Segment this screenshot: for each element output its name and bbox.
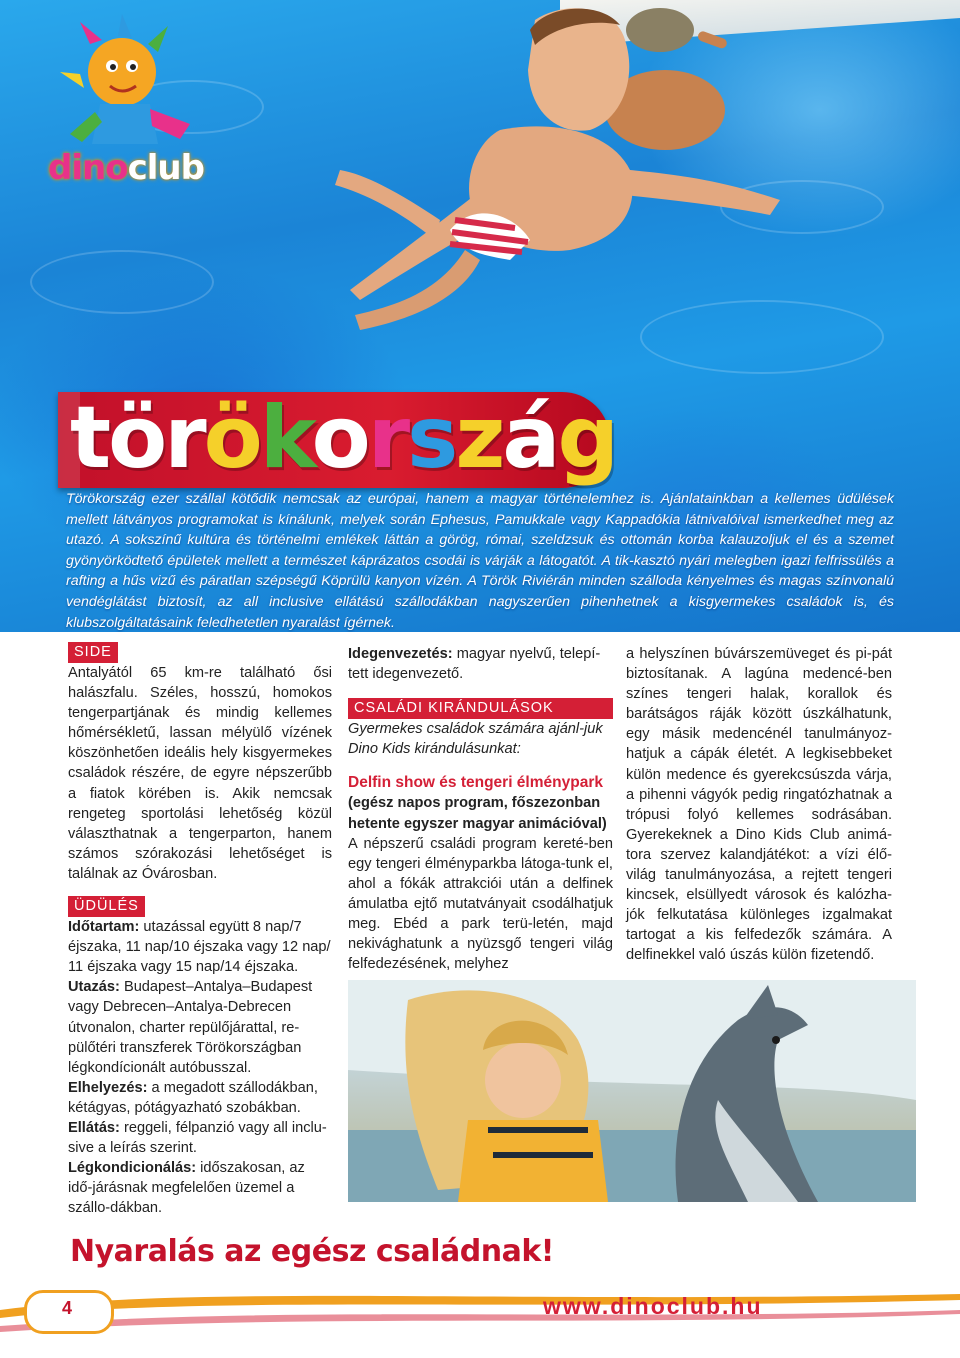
website-url[interactable]: www.dinoclub.hu [543,1293,763,1319]
title-letter: t [70,388,109,488]
section-heading-udules: ÜDÜLÉS [68,896,145,917]
title-letter: z [455,388,503,488]
title-letter: ö [108,388,165,488]
footer-swoosh [0,1264,960,1358]
continued-text: a helyszínen búvárszemüveget és pi-pát biztosítanak. A lagúna medencé-ben színes tengeri halak, korallok és barátságos ráják között úszkálhatunk, egy másik medencénél tanulmányoz-hatjuk a cápák életét. A legkisebbeket külön medence és gyerekcsúszda várja, a pihenni vágyók pedig ringatózhatnak a trópusi folyó kellemes sodrásában. Gyerekeknek a Dino Kids Club animá-tora szervez kalandjátékot: a vízi élő-világ tanulmányozása, a rejtett tengeri kincsek, elsüllyedt városok és kalózha-jók felkutatása különleges izgalmakat tartogat a kis felfedezők számára. A delfinekkel való úszás külön fizetendő. [626,646,892,964]
udules-item [68,977,332,1077]
udules-item-label: Utazás: [68,979,120,996]
section-heading-trips: CSALÁDI KIRÁNDULÁSOK [348,698,613,719]
dolphin-scene-illustration [348,980,916,1202]
udules-item-text: reggeli, félpanzió vagy all inclu-sive a leírás szerint. [68,1119,327,1157]
title-letter: r [367,388,408,488]
udules-item [68,1158,332,1218]
page-number: 4 [62,1298,73,1318]
hero-photo-pool [0,0,960,632]
dolphin-show-title: Delfin show és tengeri élménypark [348,774,603,792]
udules-item-text: időszakosan, az idő-járásnak megfelelően üzemel a szállo-dákban. [68,1160,305,1217]
udules-item [68,917,332,977]
dolphin-show-subtitle: (egész napos program, főszezonban hetente egyszer magyar animációval) [348,795,607,832]
guide-info [348,644,613,684]
udules-item-text: a megadott szállodákban, kétágyas, pótágyazható szobákban. [68,1079,318,1116]
udules-item-label: Időtartam: [68,919,140,936]
child-figure [300,0,800,400]
udules-item-text: utazással együtt 8 nap/7 éjszaka, 11 nap/10 éjszaka vagy 12 nap/ 11 éjszaka vagy 15 nap/14 éjszaka. [68,919,331,976]
dolphin-show-text: A népszerű családi program kereté-ben egy tengeri élményparkba látoga-tunk el, ahol a fókák attrakciói után a delfinek ámulatba ejtő mutatványait csodálhatjuk meg. Ebéd a park terü-letén, majd nekivághatunk a nyüzsgő tengeri világ felfedezésének, melyhez [348,835,613,973]
section-heading-side: SIDE [68,642,118,663]
column-programs [348,644,613,974]
udules-item-label: Légkondicionálás: [68,1160,197,1177]
title-letter: r [164,388,204,488]
title-letter: g [557,388,617,488]
guide-label: Idegenvezetés: [348,646,453,662]
column-side [68,642,332,1218]
udules-item [68,1078,332,1118]
title-letter: s [407,388,456,488]
side-description: Antalyától 65 km-re található ősi halászfalu. Széles, hosszú, homokos tengerpartjának és mindig kellemes hőmérsékletű, lassan mélyülő vízének köszönhetően ideális hely kisgyermekes családok részére, de egyre népszerűbb a fiatok körében is. Akik nemcsak rengeteg sportolási lehetőség közül választhatnak a tengerparton, hanem számos szórakozási lehetőséget is találnak az Óvárosban. [68,665,332,882]
column-continued [626,644,892,966]
title-letter: k [259,388,312,488]
water-ripple [30,250,214,314]
page-title [70,388,616,488]
dolphin-photo [348,980,916,1202]
guide-text: magyar nyelvű, telepí-tett idegenvezető. [348,646,601,683]
title-letter: o [311,388,368,488]
trips-intro: Gyermekes családok számára ajánl-juk Dino Kids kirándulásunkat: [348,721,603,758]
intro-paragraph: Törökország ezer szállal kötődik nemcsak az európai, hanem a magyar történelemhez is. Ajánlatainkban a kellemes üdülések mellett látványos programokat is kínálunk, melyek során Ephesus, Pamukkale vagy Kappadókia látnivalóival ismerkedhet meg az utazó. A sokszínű kultúra és történelmi emlékek láttán a görög, római, szeldzsuk és ottomán korba kalauzoljuk el és a szemet gyönyörködtető épületek mellett a természet káprázatos csodái is várják a látogatót. A tik-kasztó nyári melegben igazi felfrissülés a rafting a hűs vizű és páratlan szépségű Köprülü kanyon vízén. A Török Riviérán minden szálloda kényelmes és magas színvonalú vendéglátást biztosít, az all inclusive ellátású szállodákban nagyszerűen pihenhetnek a kisgyermekes családok is, és klubszolgáltatásaink feledhetetlen nyaralást ígérnek. [66,491,894,631]
udules-details [68,917,332,1218]
udules-item [68,1118,332,1158]
slogan: Nyaralás az egész családnak! [70,1234,554,1269]
udules-item-label: Elhelyezés: [68,1079,148,1096]
udules-item-text: Budapest–Antalya–Budapest vagy Debrecen–Antalya-Debrecen útvonalon, charter repülőjárattal, re-pülőtéri transzferek Törökországban légkondícionált autóbusszal. [68,979,313,1076]
udules-item-label: Ellátás: [68,1119,120,1136]
title-letter: á [502,388,558,488]
title-letter: ö [203,388,260,488]
dinoclub-logo-text: dinoclub [48,148,204,188]
